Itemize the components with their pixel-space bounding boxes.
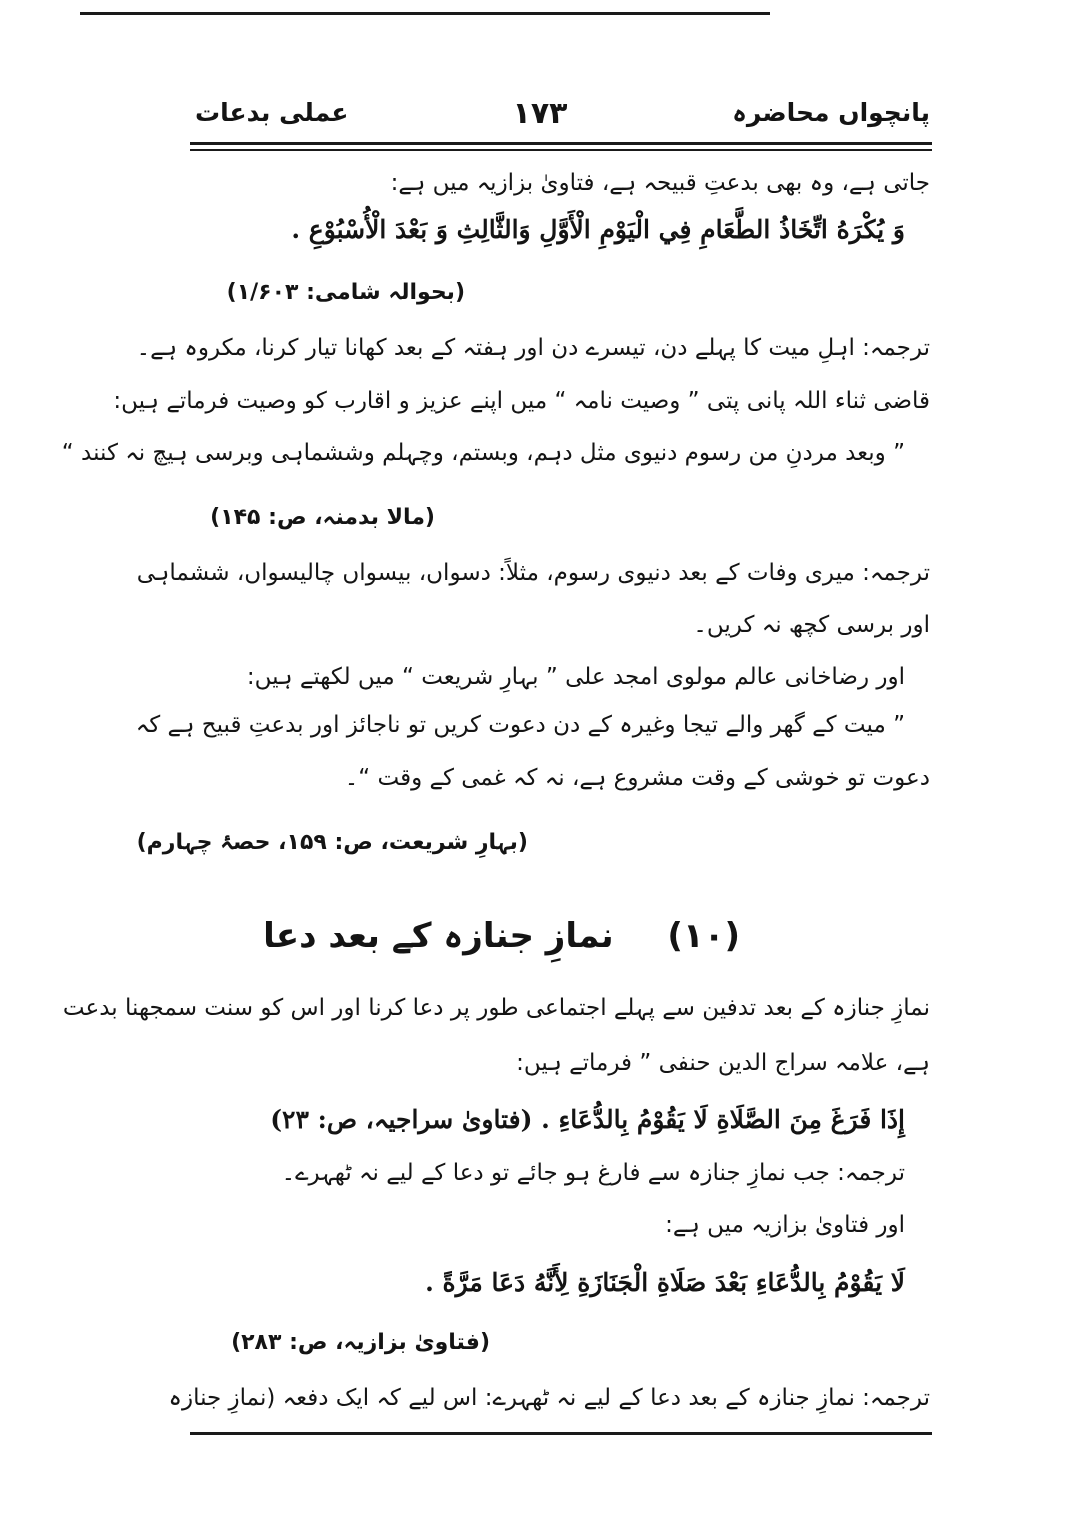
arabic-quote-1: وَ يُكْرَهُ اتِّخَاذُ الطَّعَامِ فِي الْيَوْمِ الْأَوَّلِ وَالثَّالِثِ وَ بَعْدَ الْأُسْبُوْعِ . <box>291 215 905 244</box>
section2-para-line-1: نمازِ جنازہ کے بعد تدفین سے پہلے اجتماعی طور پر دعا کرنا اور اس کو سنت سمجھنا بدعت <box>62 995 930 1021</box>
header-rule-top <box>190 142 932 145</box>
translation-3: ترجمہ: جب نمازِ جنازہ سے فارغ ہو جائے تو دعا کے لیے نہ ٹھہرے۔ <box>281 1160 905 1186</box>
translation-2-line-2: اور برسی کچھ نہ کریں۔ <box>693 612 930 638</box>
translation-1: ترجمہ: اہلِ میت کا پہلے دن، تیسرے دن اور ہفتہ کے بعد کھانا تیار کرنا، مکروہ ہے۔ <box>136 335 930 361</box>
header-book-title: عملی بدعات <box>195 98 349 127</box>
persian-quote: ” وبعد مردنِ من رسوم دنیوی مثل دہم، وبستم، وچہلم وششماہی وبرسی ہیچ نہ کنند “ <box>61 440 905 466</box>
arabic-quote-2: إِذَا فَرَغَ مِنَ الصَّلَاةِ لَا يَقُوْمُ بِالدُّعَاءِ . (فتاویٰ سراجیہ، ص: ۲۳) <box>270 1105 905 1134</box>
translation-2-line-1: ترجمہ: میری وفات کے بعد دنیوی رسوم، مثلاً: دسواں، بیسواں چالیسواں، ششماہی <box>136 560 930 586</box>
section2-para-line-2: ہے، علامہ سراج الدین حنفی ” فرماتے ہیں: <box>516 1050 930 1076</box>
arabic-quote-3: لَا يَقُوْمُ بِالدُّعَاءِ بَعْدَ صَلَاةِ الْجَنَازَةِ لِأَنَّهُ دَعَا مَرَّةً . <box>425 1268 905 1297</box>
intro-line: جاتی ہے، وہ بھی بدعتِ قبیحہ ہے، فتاویٰ بزازیہ میں ہے: <box>390 170 930 196</box>
reference-shami: (بحوالہ شامی: ۱/۶۰۳) <box>226 280 465 305</box>
bahar-quote-line-2: دعوت تو خوشی کے وقت مشروع ہے، نہ کہ غمی کے وقت “۔ <box>344 765 930 791</box>
reference-bahar-shariat: (بہارِ شریعت، ص: ۱۵۹، حصۂ چہارم) <box>136 830 528 855</box>
qazi-line: قاضی ثناء اللہ پانی پتی ” وصیت نامہ “ میں اپنے عزیز و اقارب کو وصیت فرماتے ہیں: <box>113 388 930 414</box>
translation-4: ترجمہ: نمازِ جنازہ کے بعد دعا کے لیے نہ ٹھہرے: اس لیے کہ ایک دفعہ (نمازِ جنازہ <box>168 1385 930 1411</box>
raza-khani-line: اور رضاخانی عالم مولوی امجد علی ” بہارِ شریعت “ میں لکھتے ہیں: <box>246 664 905 690</box>
reference-mala-budda: (مالا بدمنہ، ص: ۱۴۵) <box>210 505 435 530</box>
header-chapter: پانچواں محاضرہ <box>732 98 930 127</box>
bazaziya-intro: اور فتاویٰ بزازیہ میں ہے: <box>665 1212 905 1238</box>
section-number: (۱۰) <box>667 916 740 956</box>
bahar-quote-line-1: ” میت کے گھر والے تیجا وغیرہ کے دن دعوت کریں تو ناجائز اور بدعتِ قبیح ہے کہ <box>135 712 905 738</box>
top-rule <box>80 12 770 15</box>
header-rule-bottom <box>190 149 932 151</box>
footer-rule <box>190 1432 932 1435</box>
reference-bazaziya: (فتاویٰ بزازیہ، ص: ۲۸۳) <box>231 1330 490 1355</box>
section-heading <box>263 915 740 956</box>
section-title: نمازِ جنازہ کے بعد دعا <box>263 916 614 956</box>
header-page-number: ۱۷۳ <box>512 96 568 131</box>
